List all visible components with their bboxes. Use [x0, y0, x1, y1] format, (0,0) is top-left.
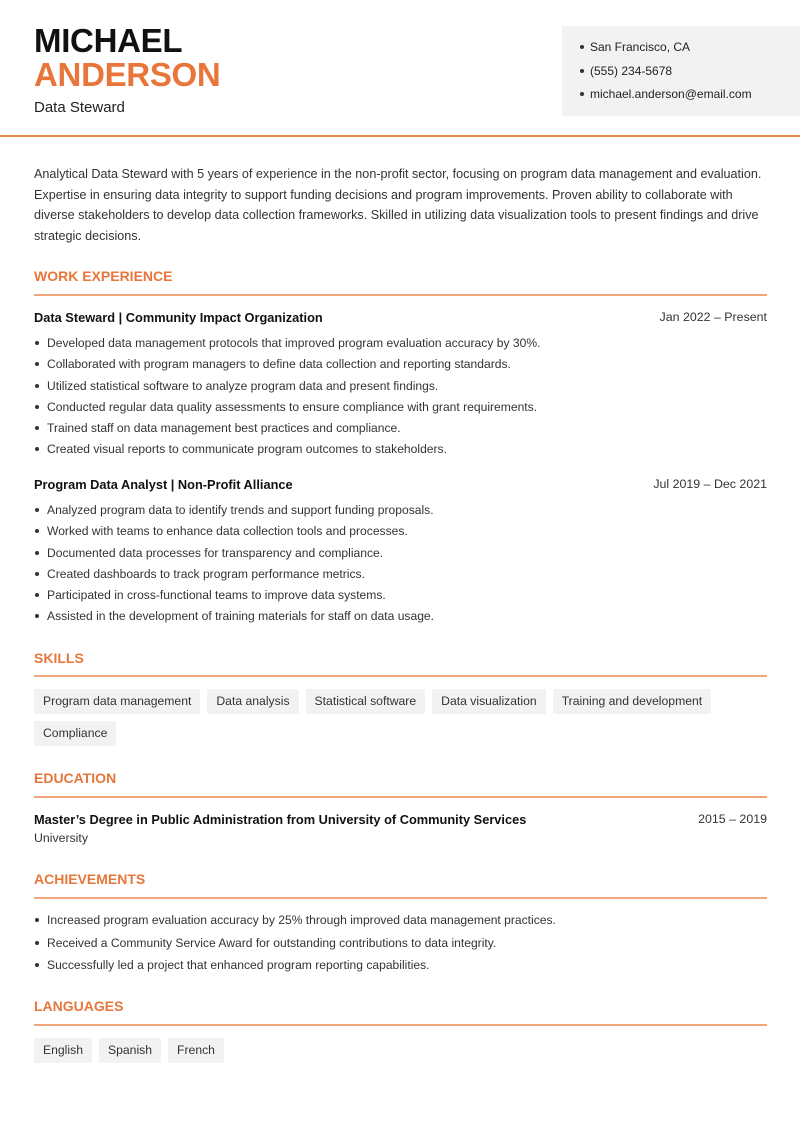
list-item: Trained staff on data management best practices and compliance. [34, 421, 769, 442]
list-item: Received a Community Service Award for outstanding contributions to data integrity. [34, 936, 769, 959]
skill-chip: Program data management [34, 689, 200, 714]
list-item: Created dashboards to track program performance metrics. [34, 567, 769, 588]
list-item: Participated in cross-functional teams to improve data systems. [34, 588, 769, 609]
language-chip: English [34, 1038, 92, 1063]
skill-chip: Data visualization [432, 689, 546, 714]
section-divider [34, 796, 767, 798]
contact-box [562, 26, 800, 116]
language-chip: Spanish [99, 1038, 161, 1063]
skills-list [34, 689, 774, 753]
list-item: Worked with teams to enhance data collection tools and processes. [34, 524, 769, 545]
summary-paragraph: Analytical Data Steward with 5 years of experience in the non-profit sector, focusing on program data management and evaluation. Expertise in ensuring data integrity to support funding decisions and program improvements. Proven ability to collaborate with diverse stakeholders to develop data collection frameworks. Skilled in utilizing data visualization tools to present findings and drive strategic decisions. [34, 167, 762, 243]
job-bullets-1 [34, 336, 769, 464]
section-divider [34, 294, 767, 296]
languages-heading: LANGUAGES [34, 998, 124, 1014]
skills-heading: SKILLS [34, 650, 84, 666]
list-item: Conducted regular data quality assessments to ensure compliance with grant requirements. [34, 400, 769, 421]
achievements-heading: ACHIEVEMENTS [34, 871, 146, 887]
section-divider [34, 1024, 767, 1026]
job-title-2: Program Data Analyst | Non-Profit Alliance [34, 477, 293, 492]
institution: University [34, 831, 88, 845]
contact-phone: (555) 234-5678 [580, 64, 800, 88]
resume-header [0, 0, 800, 137]
skill-chip: Compliance [34, 721, 116, 746]
list-item: Collaborated with program managers to define data collection and reporting standards. [34, 357, 769, 378]
section-divider [34, 897, 767, 899]
language-chip: French [168, 1038, 224, 1063]
job-date-2: Jul 2019 – Dec 2021 [653, 477, 767, 491]
list-item: Analyzed program data to identify trends and support funding proposals. [34, 503, 769, 524]
first-name: MICHAEL [34, 22, 183, 59]
achievements-list [34, 913, 769, 981]
job-date-1: Jan 2022 – Present [659, 310, 767, 324]
education-date: 2015 – 2019 [698, 812, 767, 826]
degree-title: Master’s Degree in Public Administration from University of Community Services [34, 812, 527, 827]
last-name: ANDERSON [34, 56, 221, 93]
list-item: Assisted in the development of training materials for staff on data usage. [34, 609, 769, 630]
skill-chip: Statistical software [306, 689, 426, 714]
list-item: Utilized statistical software to analyze program data and present findings. [34, 379, 769, 400]
list-item: Developed data management protocols that improved program evaluation accuracy by 30%. [34, 336, 769, 357]
education-heading: EDUCATION [34, 770, 117, 786]
job-bullets-2 [34, 503, 769, 631]
list-item: Created visual reports to communicate program outcomes to stakeholders. [34, 442, 769, 463]
job-title-1: Data Steward | Community Impact Organization [34, 310, 323, 325]
languages-list [34, 1038, 774, 1070]
skill-chip: Training and development [553, 689, 711, 714]
list-item: Increased program evaluation accuracy by 25% through improved data management practices. [34, 913, 769, 936]
job-title: Data Steward [34, 99, 125, 116]
skill-chip: Data analysis [207, 689, 298, 714]
list-item: Successfully led a project that enhanced program reporting capabilities. [34, 958, 769, 981]
contact-email[interactable]: michael.anderson@email.com [580, 87, 800, 111]
list-item: Documented data processes for transparency and compliance. [34, 546, 769, 567]
section-divider [34, 675, 767, 677]
work-experience-heading: WORK EXPERIENCE [34, 268, 173, 284]
contact-location: San Francisco, CA [580, 40, 800, 64]
